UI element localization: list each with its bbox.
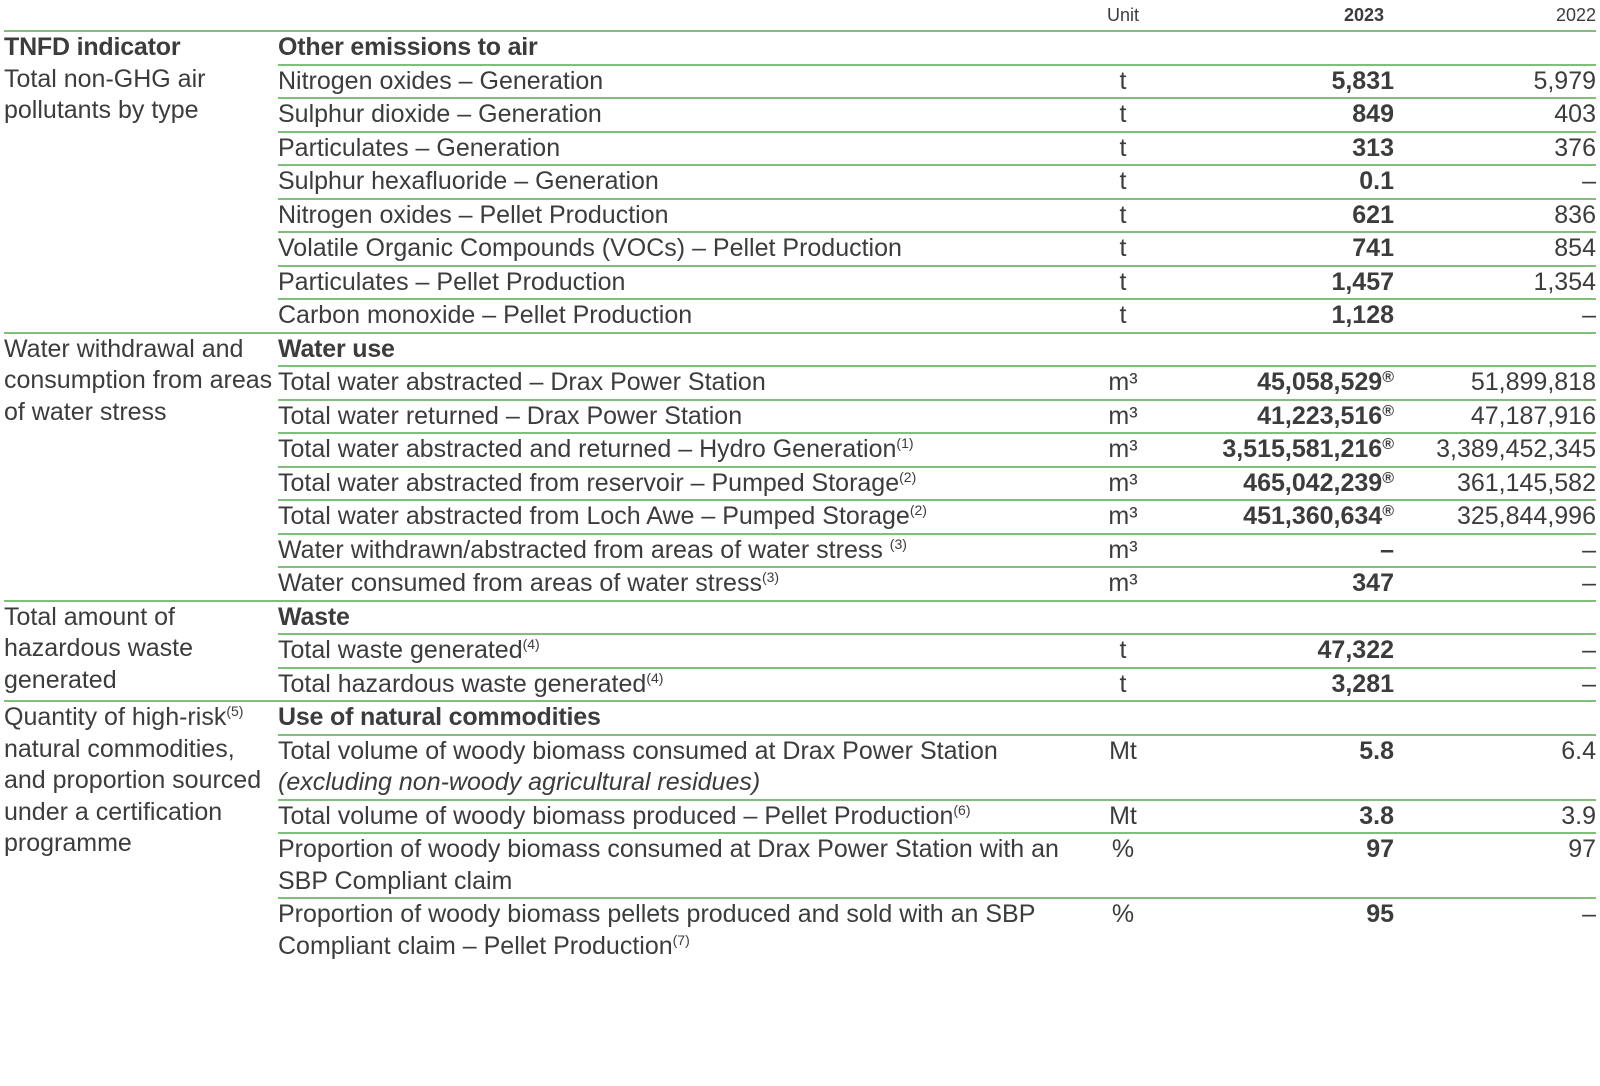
metric-text: Total volume of woody biomass produced – Pellet Production xyxy=(278,801,954,830)
tnfd-indicator-text-part: Quantity of high-risk xyxy=(4,703,227,731)
value-2022-cell: 51,899,818 xyxy=(1394,366,1596,400)
value-2023: 97 xyxy=(1366,835,1394,863)
metric-text: Total waste generated xyxy=(278,636,523,664)
assured-mark-icon: ® xyxy=(1382,436,1394,453)
value-2022-cell: – xyxy=(1394,668,1596,702)
metric-text: Total hazardous waste generated xyxy=(278,669,647,698)
value-2023: 5.8 xyxy=(1359,736,1394,765)
value-2023-cell xyxy=(1180,65,1394,99)
metric-name xyxy=(278,98,1066,132)
metric-name xyxy=(278,400,1066,434)
unit-cell: t xyxy=(1066,199,1180,233)
value-2022-cell: – xyxy=(1394,299,1596,333)
value-2023: 0.1 xyxy=(1359,167,1394,195)
metric-text: Particulates – Generation xyxy=(278,133,561,162)
year-2022-column-header: 2022 xyxy=(1555,5,1596,25)
value-2023-cell xyxy=(1180,232,1394,266)
footnote-marker: (3) xyxy=(889,535,907,552)
metric-name xyxy=(278,65,1066,99)
tnfd-indicator-cell xyxy=(4,333,278,601)
value-2022-cell: 1,354 xyxy=(1394,266,1596,300)
metric-name xyxy=(278,800,1066,834)
metric-name xyxy=(278,232,1066,266)
value-2023-cell xyxy=(1180,668,1394,702)
metric-text: Carbon monoxide – Pellet Production xyxy=(278,301,693,329)
section-heading: Waste xyxy=(278,601,1596,635)
value-2022-cell: 47,187,916 xyxy=(1394,400,1596,434)
metric-text: Nitrogen oxides – Generation xyxy=(278,66,604,95)
value-2023: – xyxy=(1380,535,1394,564)
value-2023: 451,360,634 xyxy=(1243,502,1383,530)
value-2023: 849 xyxy=(1352,100,1394,128)
footnote-marker: (6) xyxy=(953,801,971,818)
value-2023-cell xyxy=(1180,199,1394,233)
value-2022-cell: 3,389,452,345 xyxy=(1394,433,1596,467)
value-2022-cell: 403 xyxy=(1394,98,1596,132)
metric-name xyxy=(278,299,1066,333)
metric-name xyxy=(278,735,1066,800)
unit-cell: t xyxy=(1066,132,1180,166)
footnote-marker: (5) xyxy=(226,703,244,719)
unit-cell: t xyxy=(1066,634,1180,668)
section-row xyxy=(4,601,1596,635)
value-2023-cell xyxy=(1180,898,1394,962)
tnfd-indicator-text: Total amount of hazardous waste generated xyxy=(4,602,194,694)
metric-text: Total water abstracted and returned – Hydro Generation xyxy=(278,435,897,463)
unit-cell: m³ xyxy=(1066,400,1180,434)
value-2023-cell xyxy=(1180,433,1394,467)
unit-cell: m³ xyxy=(1066,534,1180,568)
metric-name xyxy=(278,467,1066,501)
value-2023-cell xyxy=(1180,534,1394,568)
footnote-marker: (2) xyxy=(909,502,927,518)
value-2023-cell xyxy=(1180,98,1394,132)
metric-name xyxy=(278,898,1066,962)
value-2023: 741 xyxy=(1352,234,1394,262)
assured-mark-icon: ® xyxy=(1382,469,1394,487)
value-2022-cell: 3.9 xyxy=(1394,800,1596,834)
unit-cell: t xyxy=(1066,232,1180,266)
metric-name xyxy=(278,366,1066,400)
value-2023: 45,058,529 xyxy=(1257,368,1383,396)
metric-name xyxy=(278,165,1066,199)
value-2022-cell: 325,844,996 xyxy=(1394,500,1596,534)
metric-name xyxy=(278,668,1066,702)
footnote-marker: (3) xyxy=(761,569,780,585)
section-heading: Other emissions to air xyxy=(278,31,1596,65)
unit-cell: m³ xyxy=(1066,467,1180,501)
value-2023-cell xyxy=(1180,634,1394,668)
value-2022-cell: – xyxy=(1394,898,1596,962)
tnfd-indicator-text: Water withdrawal and consumption from areas of water stress xyxy=(4,334,273,426)
unit-cell: m³ xyxy=(1066,567,1180,601)
metric-text: Sulphur hexafluoride – Generation xyxy=(278,167,659,195)
unit-cell: % xyxy=(1066,833,1180,898)
value-2022-cell: 361,145,582 xyxy=(1394,467,1596,501)
value-2023: 3,281 xyxy=(1331,669,1394,698)
value-2023-cell xyxy=(1180,366,1394,400)
value-2022-cell: 836 xyxy=(1394,199,1596,233)
metric-name xyxy=(278,132,1066,166)
footnote-marker: (1) xyxy=(896,435,914,451)
value-2023: 621 xyxy=(1352,200,1394,229)
metric-text: Particulates – Pellet Production xyxy=(278,267,626,296)
metric-text: Volatile Organic Compounds (VOCs) – Pellet Production xyxy=(278,234,902,262)
tnfd-indicator-cell xyxy=(4,701,278,962)
value-2023-cell xyxy=(1180,165,1394,199)
tnfd-indicator-cell xyxy=(4,601,278,702)
metric-name xyxy=(278,534,1066,568)
metric-name xyxy=(278,199,1066,233)
value-2023-cell xyxy=(1180,735,1394,800)
value-2022-cell: 6.4 xyxy=(1394,735,1596,800)
value-2023: 5,831 xyxy=(1331,66,1394,95)
unit-cell: t xyxy=(1066,668,1180,702)
value-2022-cell: – xyxy=(1394,534,1596,568)
value-2023-cell xyxy=(1180,800,1394,834)
value-2023: 465,042,239 xyxy=(1243,468,1383,497)
unit-cell: % xyxy=(1066,898,1180,962)
assured-mark-icon: ® xyxy=(1382,369,1394,386)
assured-mark-icon: ® xyxy=(1382,503,1394,520)
footnote-marker: (7) xyxy=(672,931,690,948)
metric-name xyxy=(278,500,1066,534)
unit-cell: m³ xyxy=(1066,366,1180,400)
section-row xyxy=(4,31,1596,65)
value-2023-cell xyxy=(1180,299,1394,333)
metric-text: Water consumed from areas of water stress xyxy=(278,569,762,597)
table-body xyxy=(4,0,1596,962)
footnote-marker: (2) xyxy=(899,468,917,485)
section-row xyxy=(4,333,1596,367)
tnfd-indicators-table xyxy=(4,0,1596,962)
metric-text: Water withdrawn/abstracted from areas of water stress xyxy=(278,535,890,564)
tnfd-indicator-text xyxy=(4,702,278,860)
value-2023-cell xyxy=(1180,467,1394,501)
metric-text: Total water returned – Drax Power Station xyxy=(278,401,743,430)
value-2023: 1,128 xyxy=(1331,301,1394,329)
unit-cell: t xyxy=(1066,299,1180,333)
metric-text: Total water abstracted from reservoir – Pumped Storage xyxy=(278,468,900,497)
metric-text: Proportion of woody biomass pellets produced and sold with an SBP Compliant claim – Pellet Production xyxy=(278,900,1035,960)
value-2022-cell: – xyxy=(1394,634,1596,668)
unit-cell: t xyxy=(1066,98,1180,132)
value-2023: 1,457 xyxy=(1331,267,1394,296)
column-header-row xyxy=(4,0,1596,31)
tnfd-indicator-cell xyxy=(4,31,278,333)
value-2023: 41,223,516 xyxy=(1257,401,1383,430)
tnfd-indicator-text-part: natural commodities, and proportion sourced under a certification programme xyxy=(4,734,262,857)
value-2023-cell xyxy=(1180,132,1394,166)
unit-cell: Mt xyxy=(1066,800,1180,834)
value-2023: 347 xyxy=(1352,569,1394,597)
value-2023: 95 xyxy=(1366,900,1394,928)
section-heading: Use of natural commodities xyxy=(278,701,1596,735)
header-spacer xyxy=(278,0,1066,31)
tnfd-indicator-text: Total non-GHG air pollutants by type xyxy=(4,64,206,124)
value-2023-cell xyxy=(1180,833,1394,898)
unit-cell: t xyxy=(1066,266,1180,300)
metric-text: Nitrogen oxides – Pellet Production xyxy=(278,200,669,229)
value-2023-cell xyxy=(1180,266,1394,300)
footnote-marker: (4) xyxy=(522,636,540,652)
value-2023: 313 xyxy=(1352,133,1394,162)
metric-name xyxy=(278,833,1066,898)
value-2023: 3,515,581,216 xyxy=(1222,435,1383,463)
metric-text: Total water abstracted – Drax Power Station xyxy=(278,368,766,396)
metric-name xyxy=(278,634,1066,668)
metric-name xyxy=(278,266,1066,300)
value-2023: 3.8 xyxy=(1359,801,1394,830)
value-2023: 47,322 xyxy=(1317,636,1394,664)
metric-text: Total water abstracted from Loch Awe – Pumped Storage xyxy=(278,502,910,530)
metric-text: Total volume of woody biomass consumed at Drax Power Station xyxy=(278,736,998,765)
section-row xyxy=(4,701,1596,735)
assured-mark-icon: ® xyxy=(1382,402,1394,420)
unit-cell: t xyxy=(1066,65,1180,99)
metric-name xyxy=(278,433,1066,467)
header-spacer xyxy=(4,0,278,31)
value-2022-cell: – xyxy=(1394,165,1596,199)
year-2023-column-header: 2023 xyxy=(1343,5,1384,25)
metric-qualifier: (excluding non-woody agricultural residues) xyxy=(278,768,761,796)
value-2023-cell xyxy=(1180,500,1394,534)
metric-text: Proportion of woody biomass consumed at Drax Power Station with an SBP Compliant claim xyxy=(278,835,1059,895)
value-2023-cell xyxy=(1180,567,1394,601)
tnfd-indicator-label: TNFD indicator xyxy=(4,33,181,61)
value-2022-cell: 5,979 xyxy=(1394,65,1596,99)
metric-name xyxy=(278,567,1066,601)
unit-column-header: Unit xyxy=(1106,5,1139,25)
footnote-marker: (4) xyxy=(646,669,664,686)
unit-cell: m³ xyxy=(1066,433,1180,467)
unit-cell: Mt xyxy=(1066,735,1180,800)
section-heading: Water use xyxy=(278,333,1596,367)
metric-text: Sulphur dioxide – Generation xyxy=(278,100,602,128)
value-2023-cell xyxy=(1180,400,1394,434)
unit-cell: t xyxy=(1066,165,1180,199)
value-2022-cell: 376 xyxy=(1394,132,1596,166)
value-2022-cell: 854 xyxy=(1394,232,1596,266)
unit-cell: m³ xyxy=(1066,500,1180,534)
value-2022-cell: – xyxy=(1394,567,1596,601)
value-2022-cell: 97 xyxy=(1394,833,1596,898)
